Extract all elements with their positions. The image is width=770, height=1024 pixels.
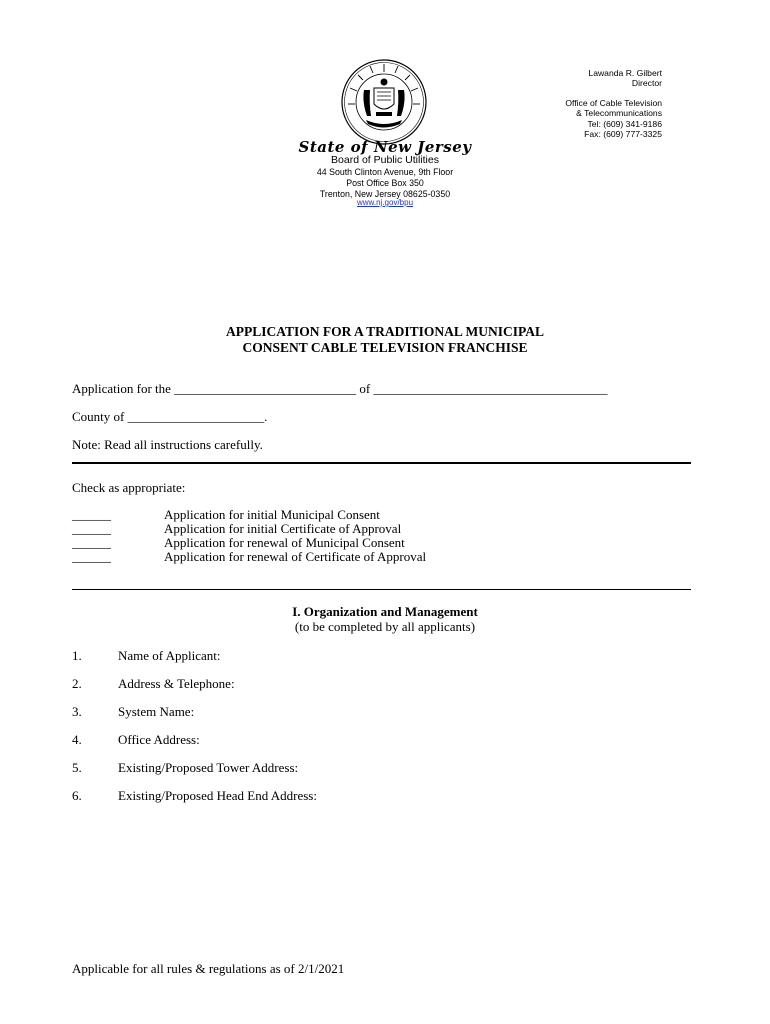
check-blank[interactable]: ______ xyxy=(72,549,111,564)
address-line-3: Trenton, New Jersey 08625-0350 xyxy=(319,188,451,199)
check-option-label: Application for initial Certificate of Approval xyxy=(164,521,402,536)
section-heading xyxy=(100,604,670,634)
item-number: 3. xyxy=(72,704,82,719)
form-item[interactable] xyxy=(72,704,194,720)
section-title: I. Organization and Management xyxy=(292,604,478,619)
form-item[interactable] xyxy=(72,648,221,664)
item-number: 1. xyxy=(72,648,82,663)
item-label: Office Address: xyxy=(118,732,200,747)
check-option[interactable] xyxy=(72,508,426,522)
check-options xyxy=(72,508,426,564)
director-block xyxy=(565,68,662,139)
item-label: Name of Applicant: xyxy=(118,648,221,663)
check-option[interactable] xyxy=(72,550,426,564)
state-name: State of New Jersey xyxy=(298,138,472,156)
item-number: 4. xyxy=(72,732,82,747)
section-divider xyxy=(72,462,691,464)
address-line-2: Post Office Box 350 xyxy=(346,177,424,188)
office-line-2: & Telecommunications xyxy=(576,108,662,119)
item-label: Address & Telephone: xyxy=(118,676,235,691)
board-name: Board of Public Utilities xyxy=(331,154,439,166)
check-blank[interactable]: ______ xyxy=(72,507,111,522)
telephone: Tel: (609) 341-9186 xyxy=(587,118,662,129)
check-option[interactable] xyxy=(72,536,426,550)
item-label: Existing/Proposed Tower Address: xyxy=(118,760,299,775)
section-subtitle: (to be completed by all applicants) xyxy=(294,619,476,634)
footer-note: Applicable for all rules & regulations as of 2/1/2021 xyxy=(72,961,345,976)
form-item[interactable] xyxy=(72,788,317,804)
check-option-label: Application for renewal of Certificate of Approval xyxy=(164,549,427,564)
form-item[interactable] xyxy=(72,732,200,748)
director-name: Lawanda R. Gilbert xyxy=(588,68,662,78)
check-blank[interactable]: ______ xyxy=(72,535,111,550)
form-item[interactable] xyxy=(72,676,235,692)
title-line-1: APPLICATION FOR A TRADITIONAL MUNICIPAL xyxy=(225,324,545,339)
item-label: System Name: xyxy=(118,704,195,719)
address-line-1: 44 South Clinton Avenue, 9th Floor xyxy=(316,167,454,177)
check-option[interactable] xyxy=(72,522,426,536)
board-address xyxy=(235,167,535,199)
application-for-line[interactable]: Application for the ____________________________ of ____________________________________ xyxy=(72,381,608,396)
check-blank[interactable]: ______ xyxy=(72,521,111,536)
check-option-label: Application for renewal of Municipal Consent xyxy=(164,535,405,550)
fax: Fax: (609) 777-3325 xyxy=(584,129,662,140)
check-label: Check as appropriate: xyxy=(72,480,186,495)
section-divider xyxy=(72,589,691,590)
check-option-label: Application for initial Municipal Consent xyxy=(164,507,380,522)
item-number: 5. xyxy=(72,760,82,775)
instructions-note: Note: Read all instructions carefully. xyxy=(72,437,263,452)
state-seal-icon xyxy=(340,58,428,146)
director-title: Director xyxy=(631,78,662,89)
item-number: 2. xyxy=(72,676,82,691)
item-label: Existing/Proposed Head End Address: xyxy=(118,788,317,803)
county-line[interactable]: County of _____________________. xyxy=(72,409,268,424)
document-title xyxy=(100,324,670,356)
office-line-1: Office of Cable Television xyxy=(565,97,662,108)
website-link[interactable]: www.nj.gov/bpu xyxy=(356,198,414,207)
item-number: 6. xyxy=(72,788,82,803)
title-line-2: CONSENT CABLE TELEVISION FRANCHISE xyxy=(242,340,528,355)
form-item[interactable] xyxy=(72,760,298,776)
